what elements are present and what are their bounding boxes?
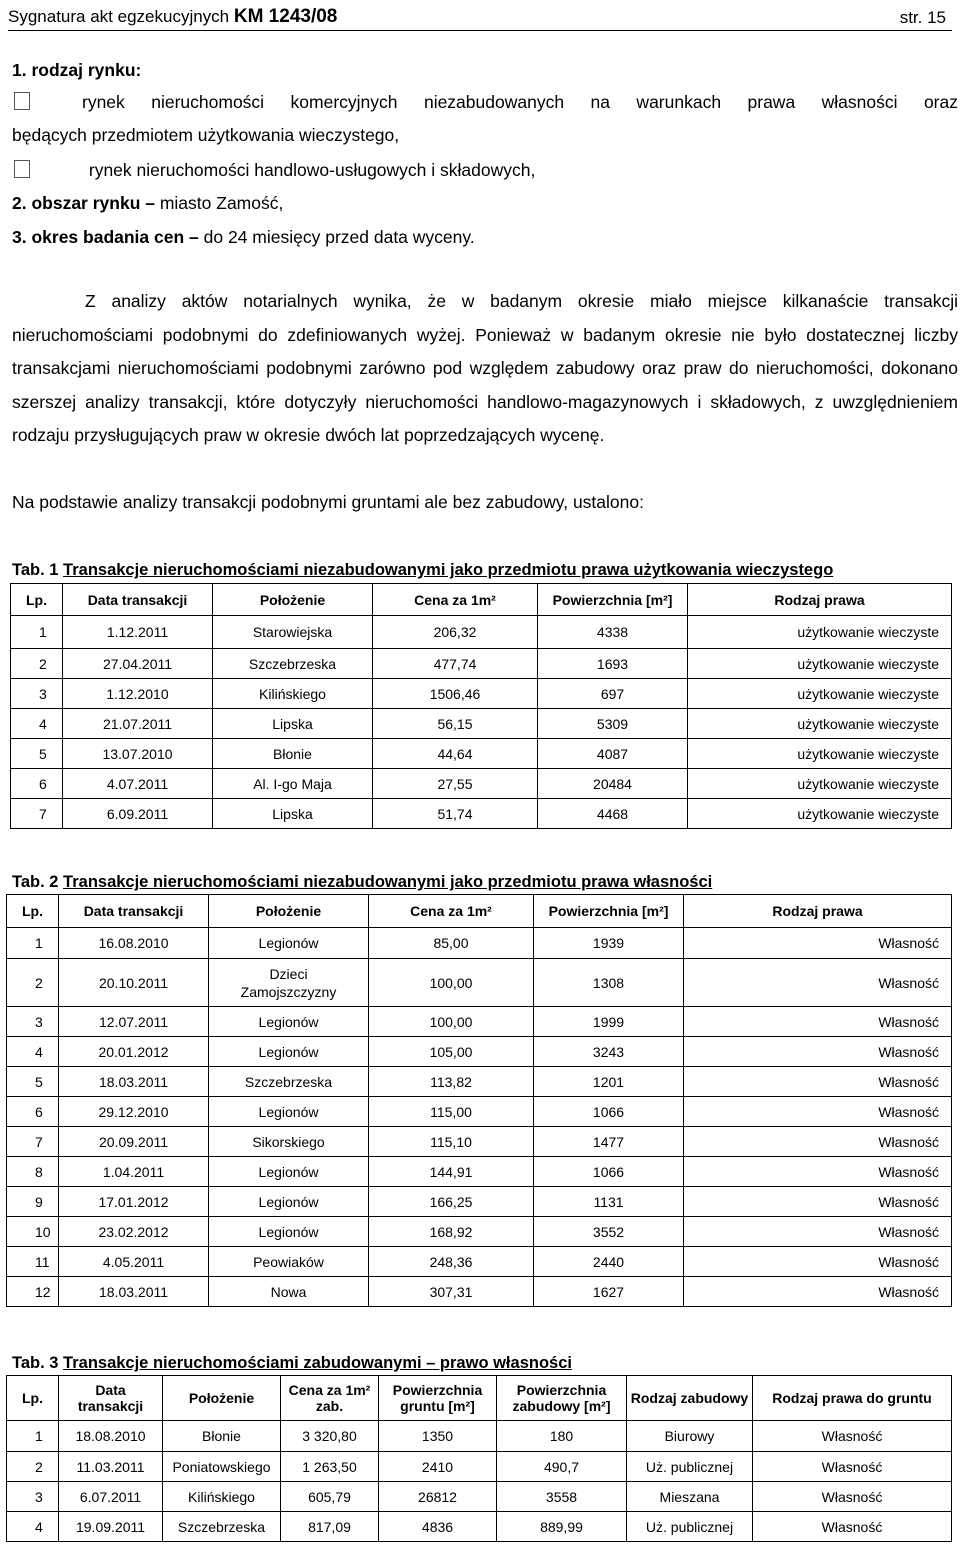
table1-header-cell: Powierzchnia [m²]: [538, 584, 688, 616]
item2-value: miasto Zamość,: [154, 193, 284, 213]
table-cell: Biurowy: [627, 1421, 753, 1452]
table-row: [7, 1421, 952, 1452]
table-cell: 5: [11, 739, 63, 769]
table-cell: 20484: [538, 769, 688, 799]
table-row: [7, 1127, 952, 1157]
page-header: [8, 2, 952, 31]
table-cell: 6.09.2011: [63, 799, 213, 829]
table-cell: 29.12.2010: [59, 1097, 209, 1127]
table-cell: 8: [7, 1157, 59, 1187]
table1-header-cell: Rodzaj prawa: [688, 584, 952, 616]
table-cell: 206,32: [373, 616, 538, 649]
table-cell: Błonie: [163, 1421, 281, 1452]
table-row: [7, 1247, 952, 1277]
table-cell: 105,00: [369, 1037, 534, 1067]
table2-header-cell: Data transakcji: [59, 895, 209, 928]
table-cell: Dzieci Zamojszczyzny: [209, 959, 369, 1007]
table-cell: 307,31: [369, 1277, 534, 1307]
table-cell: 115,10: [369, 1127, 534, 1157]
table2-header-cell: Lp.: [7, 895, 59, 928]
table-cell: 2440: [534, 1247, 684, 1277]
table2-header-cell: Powierzchnia [m²]: [534, 895, 684, 928]
table3-header-cell: Cena za 1m² zab.: [281, 1376, 379, 1421]
table-cell: Własność: [753, 1452, 952, 1482]
table3-header-cell: Powierzchnia zabudowy [m²]: [497, 1376, 627, 1421]
table-row: [7, 928, 952, 959]
table-cell: 1939: [534, 928, 684, 959]
table-cell: 4: [7, 1512, 59, 1542]
table-cell: użytkowanie wieczyste: [688, 709, 952, 739]
table-cell: 85,00: [369, 928, 534, 959]
table-row: [7, 1157, 952, 1187]
table-cell: 7: [7, 1127, 59, 1157]
table-cell: 18.03.2011: [59, 1067, 209, 1097]
table-cell: 1693: [538, 649, 688, 679]
table-cell: 3 320,80: [281, 1421, 379, 1452]
item1-heading: 1. rodzaj rynku:: [12, 60, 142, 80]
table-cell: 5309: [538, 709, 688, 739]
table-cell: Uż. publicznej: [627, 1512, 753, 1542]
table-cell: 248,36: [369, 1247, 534, 1277]
table-cell: Własność: [684, 1187, 952, 1217]
table-cell: 4.05.2011: [59, 1247, 209, 1277]
conclusion-paragraph: Na podstawie analizy transakcji podobnymi gruntami ale bez zabudowy, ustalono:: [12, 492, 644, 512]
table-cell: Własność: [684, 959, 952, 1007]
table-cell: Poniatowskiego: [163, 1452, 281, 1482]
table1-caption-text: Transakcje nieruchomościami niezabudowanymi jako przedmiotu prawa użytkowania wieczystego: [63, 561, 834, 579]
table-row: [7, 1187, 952, 1217]
table-row: [11, 769, 952, 799]
table-cell: 1: [7, 1421, 59, 1452]
table-cell: Własność: [753, 1421, 952, 1452]
table-cell: 4468: [538, 799, 688, 829]
table-cell: 1308: [534, 959, 684, 1007]
table-cell: 1477: [534, 1127, 684, 1157]
table-row: [11, 679, 952, 709]
table-cell: 18.08.2010: [59, 1421, 163, 1452]
table-cell: 56,15: [373, 709, 538, 739]
table-cell: 113,82: [369, 1067, 534, 1097]
table-cell: Legionów: [209, 1217, 369, 1247]
signature-label: Sygnatura akt egzekucyjnych: [8, 7, 234, 26]
table1-caption: [12, 561, 833, 580]
table-cell: użytkowanie wieczyste: [688, 739, 952, 769]
table-cell: Własność: [684, 928, 952, 959]
table-cell: 1: [11, 616, 63, 649]
table-cell: 1506,46: [373, 679, 538, 709]
item3-value: do 24 miesięcy przed data wyceny.: [198, 227, 475, 247]
table-cell: 100,00: [369, 959, 534, 1007]
table-cell: 7: [11, 799, 63, 829]
table-cell: 6: [11, 769, 63, 799]
table-cell: 605,79: [281, 1482, 379, 1512]
table-cell: 180: [497, 1421, 627, 1452]
table3-header-cell: Powierzchnia gruntu [m²]: [379, 1376, 497, 1421]
table-cell: Lipska: [213, 709, 373, 739]
table-cell: Kilińskiego: [163, 1482, 281, 1512]
table2-header-cell: Rodzaj prawa: [684, 895, 952, 928]
table-cell: 1.04.2011: [59, 1157, 209, 1187]
table-cell: 817,09: [281, 1512, 379, 1542]
table-cell: 3: [11, 679, 63, 709]
table-cell: 9: [7, 1187, 59, 1217]
table-cell: 21.07.2011: [63, 709, 213, 739]
table-row: [7, 1512, 952, 1542]
table-cell: 697: [538, 679, 688, 709]
case-signature: [8, 6, 337, 28]
table3: [6, 1375, 952, 1542]
table-cell: 1 263,50: [281, 1452, 379, 1482]
table-row: [7, 1277, 952, 1307]
table-cell: 3: [7, 1007, 59, 1037]
table-cell: Uż. publicznej: [627, 1452, 753, 1482]
table-cell: 20.10.2011: [59, 959, 209, 1007]
table-cell: 6: [7, 1097, 59, 1127]
table-cell: 3243: [534, 1037, 684, 1067]
table-cell: Legionów: [209, 1097, 369, 1127]
table-cell: 100,00: [369, 1007, 534, 1037]
table-cell: 23.02.2012: [59, 1217, 209, 1247]
table-cell: 1627: [534, 1277, 684, 1307]
table-row: [7, 1097, 952, 1127]
table-cell: użytkowanie wieczyste: [688, 616, 952, 649]
table-cell: 6.07.2011: [59, 1482, 163, 1512]
table-cell: Własność: [753, 1512, 952, 1542]
table2-caption-text: Transakcje nieruchomościami niezabudowanymi jako przedmiotu prawa własności: [63, 873, 713, 891]
table-cell: 2: [7, 1452, 59, 1482]
table-cell: 490,7: [497, 1452, 627, 1482]
table1-caption-prefix: Tab. 1: [12, 561, 64, 579]
table-cell: Peowiaków: [209, 1247, 369, 1277]
table-cell: 27.04.2011: [63, 649, 213, 679]
table3-caption-text: Transakcje nieruchomościami zabudowanymi – prawo własności: [63, 1354, 572, 1372]
item2-label: 2. obszar rynku –: [12, 193, 155, 213]
signature-number: KM 1243/08: [233, 6, 338, 27]
table-cell: Mieszana: [627, 1482, 753, 1512]
table-cell: 44,64: [373, 739, 538, 769]
table-cell: Szczebrzeska: [209, 1067, 369, 1097]
table-cell: Al. I-go Maja: [213, 769, 373, 799]
bullet2-text: rynek nieruchomości handlowo-usługowych i składowych,: [88, 160, 536, 180]
table-cell: 1066: [534, 1097, 684, 1127]
table1-header-cell: Lp.: [11, 584, 63, 616]
table-cell: 2: [11, 649, 63, 679]
table-cell: 18.03.2011: [59, 1277, 209, 1307]
table-row: [11, 799, 952, 829]
table-cell: 1350: [379, 1421, 497, 1452]
table-row: [7, 1037, 952, 1067]
table1-header-cell: Położenie: [213, 584, 373, 616]
table-row: [7, 1482, 952, 1512]
table2-header-cell: Cena za 1m²: [369, 895, 534, 928]
table-row: [11, 616, 952, 649]
table-cell: 27,55: [373, 769, 538, 799]
table-row: [7, 959, 952, 1007]
table-cell: Nowa: [209, 1277, 369, 1307]
table-cell: 4087: [538, 739, 688, 769]
table-cell: Własność: [684, 1067, 952, 1097]
table-cell: użytkowanie wieczyste: [688, 679, 952, 709]
table-cell: 5: [7, 1067, 59, 1097]
table-cell: 1201: [534, 1067, 684, 1097]
table2: [6, 894, 952, 1307]
table-cell: 12.07.2011: [59, 1007, 209, 1037]
table3-header-cell: Lp.: [7, 1376, 59, 1421]
table-cell: 11.03.2011: [59, 1452, 163, 1482]
table-cell: Lipska: [213, 799, 373, 829]
table-cell: 51,74: [373, 799, 538, 829]
table-cell: 168,92: [369, 1217, 534, 1247]
table-cell: Legionów: [209, 1157, 369, 1187]
checkbox-icon: [14, 160, 30, 178]
table-cell: Legionów: [209, 1007, 369, 1037]
table1-header-cell: Data transakcji: [63, 584, 213, 616]
table-row: [7, 1007, 952, 1037]
table-cell: 4338: [538, 616, 688, 649]
table-cell: użytkowanie wieczyste: [688, 649, 952, 679]
table-cell: Sikorskiego: [209, 1127, 369, 1157]
table-cell: Własność: [684, 1007, 952, 1037]
page-number: str. 15: [899, 8, 946, 27]
table1-header-cell: Cena za 1m²: [373, 584, 538, 616]
table-cell: 1: [7, 928, 59, 959]
table-row: [11, 649, 952, 679]
table-cell: 3558: [497, 1482, 627, 1512]
table-row: [7, 1067, 952, 1097]
table-cell: Własność: [753, 1482, 952, 1512]
table-cell: 3: [7, 1482, 59, 1512]
table-cell: Legionów: [209, 928, 369, 959]
table-cell: Szczebrzeska: [213, 649, 373, 679]
table-cell: Własność: [684, 1217, 952, 1247]
table2-caption: [12, 873, 712, 892]
table-cell: Starowiejska: [213, 616, 373, 649]
table-cell: Własność: [684, 1037, 952, 1067]
table-cell: 115,00: [369, 1097, 534, 1127]
table-cell: 13.07.2010: [63, 739, 213, 769]
table3-header-cell: Rodzaj prawa do gruntu: [753, 1376, 952, 1421]
table-cell: 11: [7, 1247, 59, 1277]
analysis-paragraph: Z analizy aktów notarialnych wynika, że w badanym okresie miało miejsce kilkanaście transakcji nieruchomościami podobnymi do zdefiniowanych wyżej. Ponieważ w badanym okresie nie było dostatecznej liczby transakcjami nieruchomościami podobnymi zarówno pod względem zabudowy oraz praw do nieruchomości, dokonano szerszej analizy transakcji, które dotyczyły nieruchomości handlowo-magazynowych i składowych, z uwzględnieniem rodzaju przysługujących praw w okresie dwóch lat poprzedzających wycenę.: [12, 291, 958, 445]
table-cell: użytkowanie wieczyste: [688, 769, 952, 799]
table-cell: 19.09.2011: [59, 1512, 163, 1542]
table-cell: 20.09.2011: [59, 1127, 209, 1157]
table-cell: 1066: [534, 1157, 684, 1187]
table-cell: Kilińskiego: [213, 679, 373, 709]
table-cell: 1999: [534, 1007, 684, 1037]
table-cell: Własność: [684, 1157, 952, 1187]
table3-header-row: [7, 1376, 952, 1421]
item3-label: 3. okres badania cen –: [12, 227, 199, 247]
table-cell: 889,99: [497, 1512, 627, 1542]
table-cell: 144,91: [369, 1157, 534, 1187]
table-cell: 2410: [379, 1452, 497, 1482]
table-cell: 4: [7, 1037, 59, 1067]
table2-header-row: [7, 895, 952, 928]
table3-caption: [12, 1354, 572, 1373]
table-cell: 1.12.2010: [63, 679, 213, 709]
table-cell: Własność: [684, 1247, 952, 1277]
table1-header-row: [11, 584, 952, 616]
table-row: [11, 739, 952, 769]
table-cell: Błonie: [213, 739, 373, 769]
table-cell: Szczebrzeska: [163, 1512, 281, 1542]
table-cell: 1131: [534, 1187, 684, 1217]
table-cell: Legionów: [209, 1037, 369, 1067]
table2-caption-prefix: Tab. 2: [12, 873, 64, 891]
table-cell: 166,25: [369, 1187, 534, 1217]
table-cell: 16.08.2010: [59, 928, 209, 959]
table-cell: 477,74: [373, 649, 538, 679]
table-row: [7, 1452, 952, 1482]
table-cell: Legionów: [209, 1187, 369, 1217]
table2-header-cell: Położenie: [209, 895, 369, 928]
bullet1-line1: rynek nieruchomości komercyjnych niezabudowanych na warunkach prawa własności oraz: [82, 92, 958, 112]
table-cell: Własność: [684, 1097, 952, 1127]
table-cell: 3552: [534, 1217, 684, 1247]
bullet1-line2: będących przedmiotem użytkowania wieczystego,: [12, 125, 400, 145]
table-cell: 26812: [379, 1482, 497, 1512]
table-cell: Własność: [684, 1277, 952, 1307]
table-cell: 10: [7, 1217, 59, 1247]
table3-header-cell: Data transakcji: [59, 1376, 163, 1421]
table-cell: użytkowanie wieczyste: [688, 799, 952, 829]
table-cell: 4: [11, 709, 63, 739]
table3-caption-prefix: Tab. 3: [12, 1354, 64, 1372]
table-cell: 4.07.2011: [63, 769, 213, 799]
table3-header-cell: Rodzaj zabudowy: [627, 1376, 753, 1421]
table3-header-cell: Położenie: [163, 1376, 281, 1421]
table-cell: 17.01.2012: [59, 1187, 209, 1217]
item3: [12, 227, 475, 248]
table-cell: 4836: [379, 1512, 497, 1542]
table-cell: 20.01.2012: [59, 1037, 209, 1067]
table-row: [7, 1217, 952, 1247]
bullet1-text: [12, 86, 958, 152]
bullet-2: [14, 160, 535, 181]
table-cell: 12: [7, 1277, 59, 1307]
item2: [12, 193, 283, 214]
table1: [10, 583, 952, 829]
table-row: [11, 709, 952, 739]
table-cell: Własność: [684, 1127, 952, 1157]
table-cell: 2: [7, 959, 59, 1007]
table-cell: 1.12.2011: [63, 616, 213, 649]
